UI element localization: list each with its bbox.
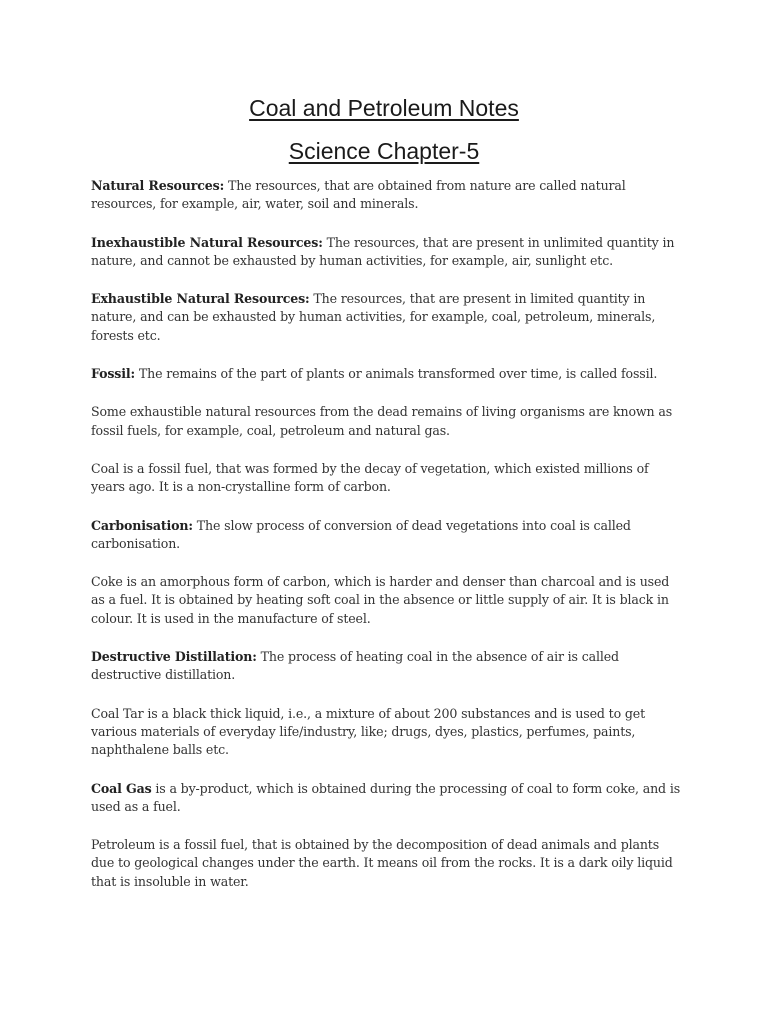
paragraph-text: The resources, that are present in unlimited quantity in nature, and cannot be exhausted by human activities, for example, air, sunlight etc. bbox=[91, 234, 675, 268]
paragraph-text: Some exhaustible natural resources from the dead remains of living organisms are known as fossil fuels, for example, coal, petroleum and natural gas. bbox=[91, 404, 673, 438]
page-subtitle: Science Chapter-5 bbox=[288, 138, 480, 164]
paragraph-text: The resources, that are present in limited quantity in nature, and can be exhausted by human activities, for example, coal, petroleum, minerals, forests etc. bbox=[91, 291, 656, 343]
paragraph-text: Coal Tar is a black thick liquid, i.e., a mixture of about 200 substances and is used to get various materials of everyday life/industry, like; drugs, dyes, plastics, perfumes, paints, naphthalene balls etc. bbox=[91, 705, 645, 758]
paragraph bbox=[91, 460, 681, 497]
paragraph-text: Coke is an amorphous form of carbon, which is harder and denser than charcoal and is used as a fuel. It is obtained by heating soft coal in the absence or little supply of air. It is black in colour. It is used in the manufacture of steel. bbox=[91, 574, 670, 626]
paragraph-text: The remains of the part of plants or animals transformed over time, is called fossil. bbox=[135, 366, 658, 382]
paragraph-text: is a by-product, which is obtained during the processing of coal to form coke, and is used as a fuel. bbox=[91, 780, 681, 814]
paragraph bbox=[91, 705, 681, 760]
page-title: Coal and Petroleum Notes bbox=[249, 95, 519, 121]
paragraph bbox=[91, 573, 681, 628]
paragraph-text: The resources, that are obtained from nature are called natural resources, for example, air, water, soil and minerals. bbox=[91, 178, 626, 212]
paragraph bbox=[91, 648, 681, 685]
paragraph bbox=[91, 403, 681, 440]
term: Destructive Distillation: bbox=[91, 649, 257, 665]
term: Fossil: bbox=[91, 366, 135, 382]
paragraph bbox=[91, 177, 681, 214]
paragraph bbox=[91, 290, 681, 345]
paragraph bbox=[91, 780, 681, 817]
term: Exhaustible Natural Resources: bbox=[91, 291, 310, 307]
term: Carbonisation: bbox=[91, 517, 193, 533]
paragraph bbox=[91, 836, 681, 891]
notes-body bbox=[91, 177, 681, 911]
paragraph bbox=[91, 365, 681, 383]
paragraph-text: The process of heating coal in the absence of air is called destructive distillation. bbox=[91, 649, 619, 683]
term: Natural Resources: bbox=[91, 178, 225, 193]
term: Inexhaustible Natural Resources: bbox=[91, 234, 323, 250]
paragraph-text: Coal is a fossil fuel, that was formed by the decay of vegetation, which existed millions of years ago. It is a non-crystalline form of carbon. bbox=[91, 460, 649, 495]
paragraph bbox=[91, 234, 681, 271]
paragraph bbox=[91, 517, 681, 554]
paragraph-text: The slow process of conversion of dead vegetations into coal is called carbonisation. bbox=[91, 517, 631, 551]
paragraph-text: Petroleum is a fossil fuel, that is obtained by the decomposition of dead animals and plants due to geological changes under the earth. It means oil from the rocks. It is a dark oily liquid that is insoluble in water. bbox=[91, 837, 673, 889]
term: Coal Gas bbox=[91, 780, 152, 796]
